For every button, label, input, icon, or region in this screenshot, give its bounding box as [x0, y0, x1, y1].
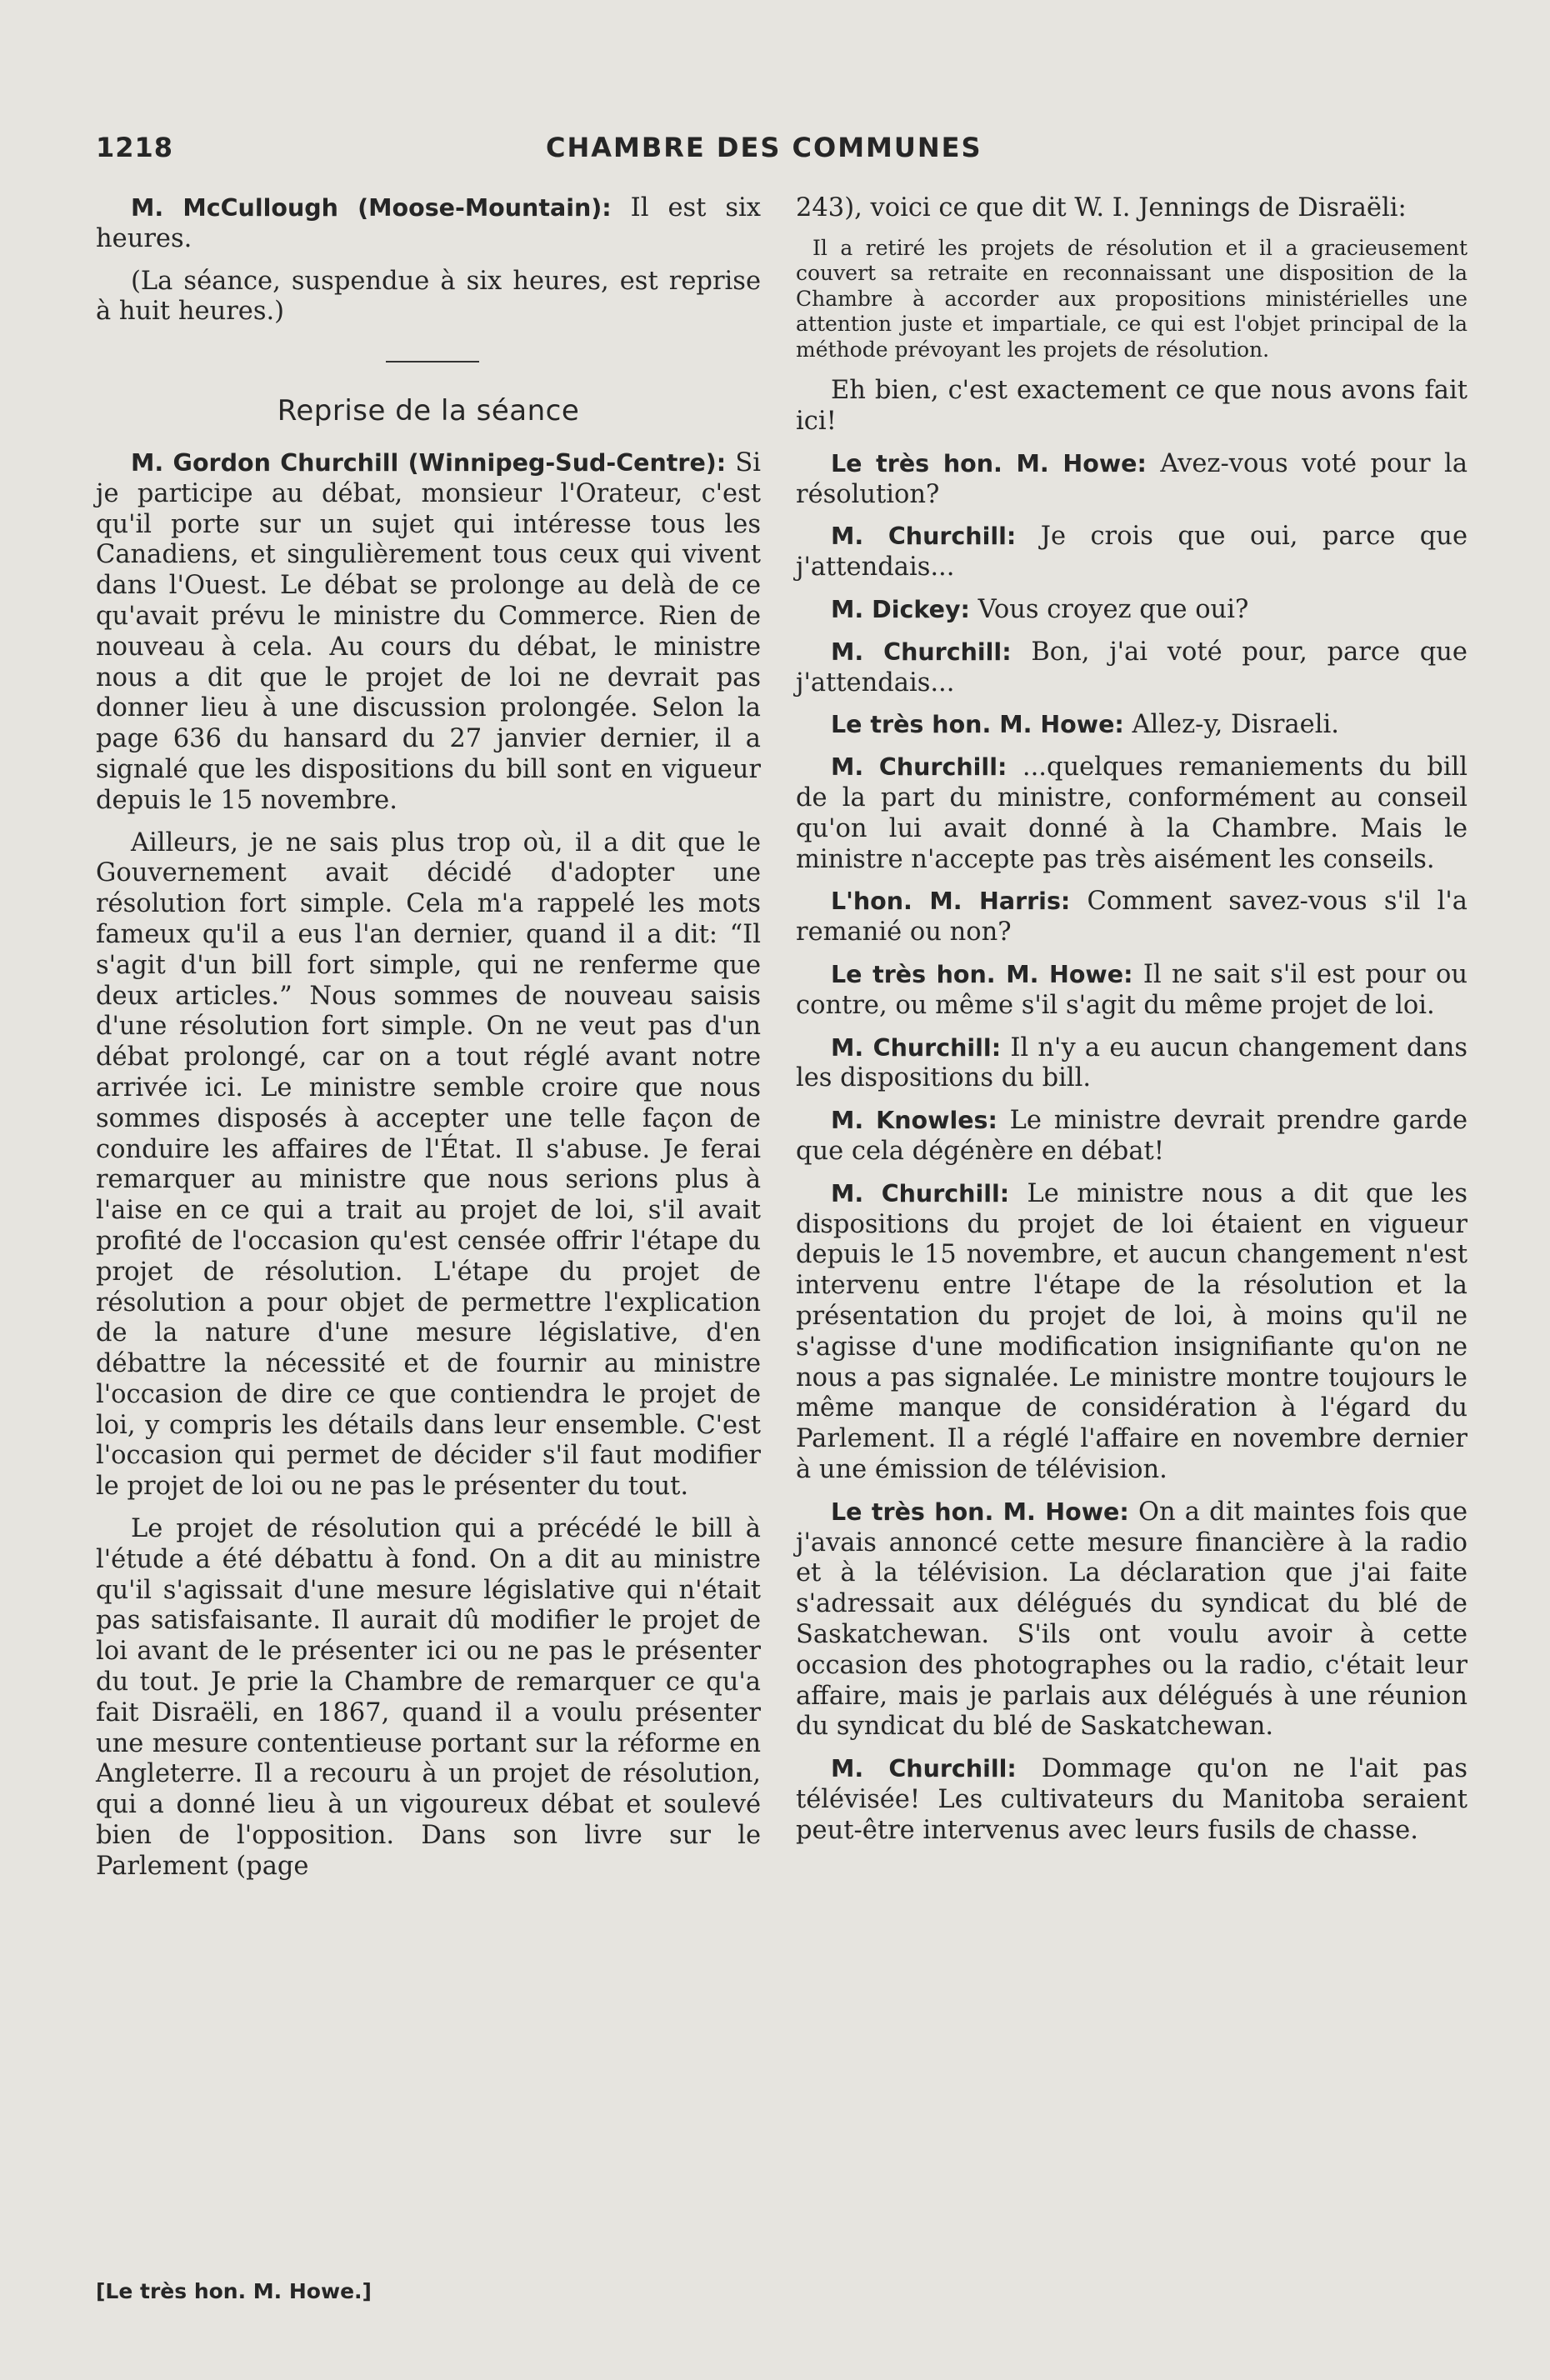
speaker-name: M. Knowles: [831, 1107, 998, 1135]
speech-text: On a dit maintes fois que j'avais annoncé cette mesure financière à la radio et à la télévision. La déclaration que j'ai faite s'adressait aux délégués du syndicat du blé de Saskatchewan. S'ils ont voulu avoir à cette occasion des photographes ou la radio, c'était leur affaire, mais je parlais aux délégués à une réunion du syndicat du blé de Saskatchewan. [796, 1497, 1468, 1742]
speaker-name: Le très hon. M. Howe: [831, 961, 1133, 989]
speech-text: Il ne sait s'il est pour ou contre, ou même s'il s'agit du même projet de loi. [796, 960, 1468, 1020]
paragraph [796, 1106, 1468, 1168]
paragraph [796, 752, 1468, 875]
paragraph: (La séance, suspendue à six heures, est reprise à huit heures.) [96, 266, 761, 327]
speech-text: Vous croyez que oui? [969, 595, 1249, 625]
block-quote: Il a retiré les projets de résolution et il a gracieusement couvert sa retraite en reconnaissant une disposition de la Chambre à accorder aux propositions ministérielles une attention juste et impartiale, ce qui est l'objet principal de la méthode prévoyant les projets de résolution. [796, 235, 1468, 362]
speech-text: Il est six heures. [96, 193, 761, 253]
paragraph [796, 1033, 1468, 1095]
paragraph [796, 1754, 1468, 1846]
page-number: 1218 [96, 132, 174, 163]
speaker-name: Le très hon. M. Howe: [831, 449, 1147, 478]
paragraph [96, 193, 761, 255]
paragraph [796, 960, 1468, 1022]
speaker-name: M. Gordon Churchill (Winnipeg-Sud-Centre): [131, 448, 727, 477]
speaker-name: M. Churchill: [831, 1755, 1017, 1783]
speaker-name: M. Churchill: [831, 638, 1012, 666]
speaker-name: M. Churchill: [831, 1179, 1010, 1208]
speech-text: Allez-y, Disraeli. [1123, 710, 1339, 740]
running-title: CHAMBRE DES COMMUNES [546, 132, 982, 163]
paragraph [796, 595, 1468, 626]
speech-text: ...quelques remaniements du bill de la part du ministre, conformément au conseil qu'on lui avait donné à la Chambre. Mais le ministre n'accepte pas très aisément les conseils. [796, 752, 1468, 874]
speaker-name: M. Dickey: [831, 596, 970, 624]
page-header [96, 132, 1462, 168]
section-heading: Reprise de la séance [277, 394, 580, 428]
paragraph [96, 448, 761, 817]
paragraph [796, 1498, 1468, 1742]
speaker-name: L'hon. M. Harris: [831, 888, 1071, 916]
speaker-name: M. Churchill: [831, 522, 1017, 551]
section-divider [386, 361, 479, 362]
speaker-name: M. Churchill: [831, 753, 1008, 782]
speaker-name: M. Churchill: [831, 1033, 1002, 1062]
right-column [796, 193, 1468, 1858]
paragraph [796, 449, 1468, 511]
speech-text: Le ministre devrait prendre garde que cela dégénère en débat! [796, 1106, 1468, 1167]
paragraph: 243), voici ce que dit W. I. Jennings de Disraëli: [796, 193, 1407, 222]
footer-note: [Le très hon. M. Howe.] [96, 2279, 372, 2303]
paragraph [796, 638, 1468, 699]
speaker-name: Le très hon. M. Howe: [831, 1498, 1129, 1526]
speaker-name: M. McCullough (Moose-Mountain): [131, 194, 612, 222]
speech-text: Dommage qu'on ne l'ait pas télévisée! Les cultivateurs du Manitoba seraient peut-être intervenus avec leurs fusils de chasse. [796, 1754, 1468, 1845]
speech-text: Je crois que oui, parce que j'attendais... [796, 522, 1468, 582]
paragraph [796, 887, 1468, 948]
paragraph: Ailleurs, je ne sais plus trop où, il a dit que le Gouvernement avait décidé d'adopter une résolution fort simple. Cela m'a rappelé les mots fameux qu'il a eus l'an dernier, quand il a dit: “Il s'agit d'un bill fort simple, qui ne renferme que deux articles.” Nous sommes de nouveau saisis d'une résolution fort simple. On ne veut pas d'un débat prolongé, car on a tout réglé avant notre arrivée ici. Le ministre semble croire que nous sommes disposés à accepter une telle façon de conduire les affaires de l'État. Il s'abuse. Je ferai remarquer au ministre que nous serions plus à l'aise en ce qui a trait au projet de loi, s'il avait profité de l'occasion qu'est censée offrir l'étape du projet de résolution. L'étape du projet de résolution a pour objet de permettre l'explication de la nature d'une mesure législative, d'en débattre la nécessité et de fournir au ministre l'occasion de dire ce que contiendra le projet de loi, y compris les détails dans leur ensemble. C'est l'occasion qui permet de décider s'il faut modifier le projet de loi ou ne pas le présenter du tout. [96, 828, 761, 1502]
speaker-name: Le très hon. M. Howe: [831, 711, 1124, 739]
speech-text: Avez-vous voté pour la résolution? [796, 448, 1468, 509]
paragraph: Le projet de résolution qui a précédé le bill à l'étude a été débattu à fond. On a dit au ministre qu'il s'agissait d'une mesure législative qui n'était pas satisfaisante. Il aurait dû modifier le projet de loi avant de le présenter ici ou ne pas le présenter du tout. Je prie la Chambre de remarquer ce qu'a fait Disraëli, en 1867, quand il a voulu présenter une mesure contentieuse portant sur la réforme en Angleterre. Il a recouru à un projet de résolution, qui a donné lieu à un vigoureux débat et soulevé bien de l'opposition. Dans son livre sur le Parlement (page [96, 1514, 761, 1881]
paragraph: Eh bien, c'est exactement ce que nous avons fait ici! [796, 376, 1468, 437]
speech-text: Il n'y a eu aucun changement dans les dispositions du bill. [796, 1032, 1468, 1093]
speech-text: Bon, j'ai voté pour, parce que j'attendais... [796, 637, 1468, 698]
speech-text: Si je participe au débat, monsieur l'Orateur, c'est qu'il porte sur un sujet qui intéresse tous les Canadiens, et singulièrement tous ceux qui vivent dans l'Ouest. Le débat se prolonge au delà de ce qu'avait prévu le ministre du Commerce. Rien de nouveau à cela. Au cours du débat, le ministre nous a dit que le projet de loi ne devrait pas donner lieu à une discussion prolongée. Selon la page 636 du hansard du 27 janvier dernier, il a signalé que les dispositions du bill sont en vigueur depuis le 15 novembre. [96, 448, 761, 815]
speech-text: Comment savez-vous s'il l'a remanié ou non? [796, 887, 1468, 948]
paragraph [796, 1179, 1468, 1486]
paragraph [796, 522, 1468, 583]
paragraph [796, 710, 1468, 741]
left-column [96, 193, 761, 1894]
speech-text: Le ministre nous a dit que les dispositions du projet de loi étaient en vigueur depuis le 15 novembre, et aucun changement n'est intervenu entre l'étape de la résolution et la présentation du projet de loi, à moins qu'il ne s'agisse d'une modification insignifiante qu'on ne nous a pas signalée. Le ministre montre toujours le même manque de considération à l'égard du Parlement. Il a réglé l'affaire en novembre dernier à une émission de télévision. [796, 1178, 1468, 1484]
